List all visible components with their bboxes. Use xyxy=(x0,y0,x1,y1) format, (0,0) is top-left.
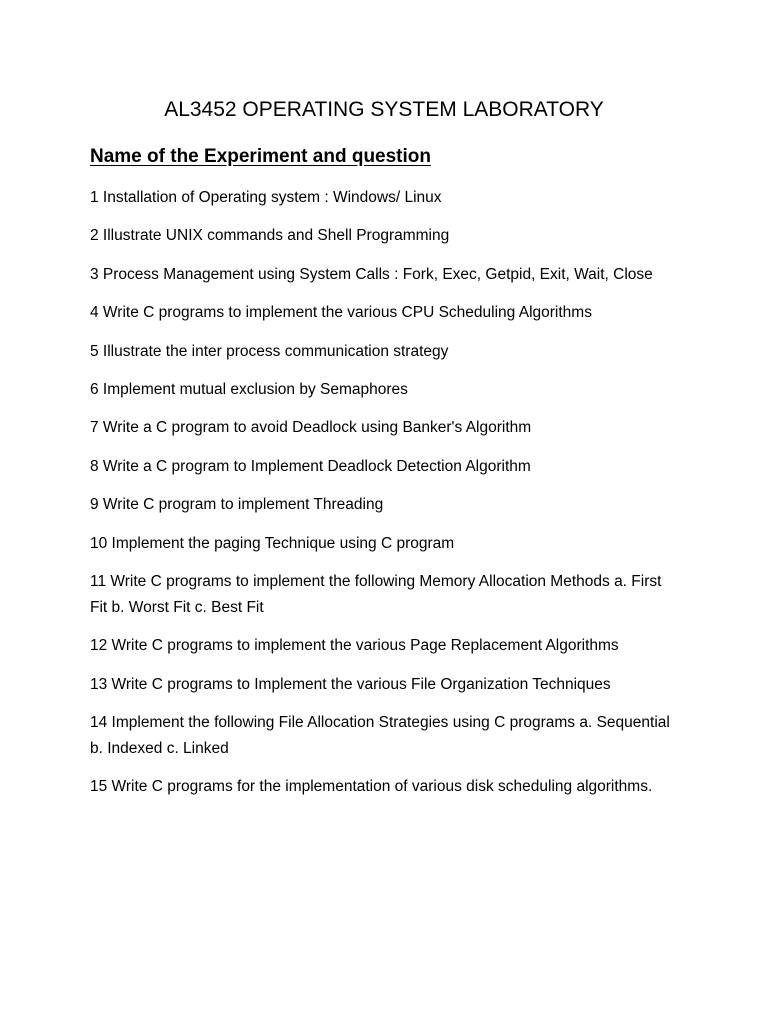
experiment-item-7: 7 Write a C program to avoid Deadlock using Banker's Algorithm xyxy=(90,419,532,437)
experiment-item-15: 15 Write C programs for the implementation of various disk scheduling algorithms. xyxy=(90,778,653,796)
experiment-item-5: 5 Illustrate the inter process communication strategy xyxy=(90,342,449,360)
experiment-item-8: 8 Write a C program to Implement Deadlock Detection Algorithm xyxy=(90,457,531,475)
experiment-item-13: 13 Write C programs to Implement the various File Organization Techniques xyxy=(90,675,611,693)
document-title: AL3452 OPERATING SYSTEM LABORATORY xyxy=(164,98,604,121)
experiment-list xyxy=(90,185,680,813)
experiment-item-10: 10 Implement the paging Technique using C program xyxy=(90,534,455,552)
section-heading: Name of the Experiment and question xyxy=(90,146,431,167)
experiment-item-11: 11 Write C programs to implement the following Memory Allocation Methods a. First Fit b. Worst Fit c. Best Fit xyxy=(90,572,662,616)
experiment-item-9: 9 Write C program to implement Threading xyxy=(90,496,384,514)
experiment-item-3: 3 Process Management using System Calls : Fork, Exec, Getpid, Exit, Wait, Close xyxy=(90,265,653,283)
experiment-item-1: 1 Installation of Operating system : Windows/ Linux xyxy=(90,189,442,206)
experiment-item-14: 14 Implement the following File Allocation Strategies using C programs a. Sequential b. Indexed c. Linked xyxy=(90,714,670,758)
experiment-item-6: 6 Implement mutual exclusion by Semaphores xyxy=(90,380,408,398)
experiment-item-12: 12 Write C programs to implement the various Page Replacement Algorithms xyxy=(90,637,619,655)
experiment-item-2: 2 Illustrate UNIX commands and Shell Programming xyxy=(90,227,450,245)
experiment-item-4: 4 Write C programs to implement the various CPU Scheduling Algorithms xyxy=(90,304,592,322)
